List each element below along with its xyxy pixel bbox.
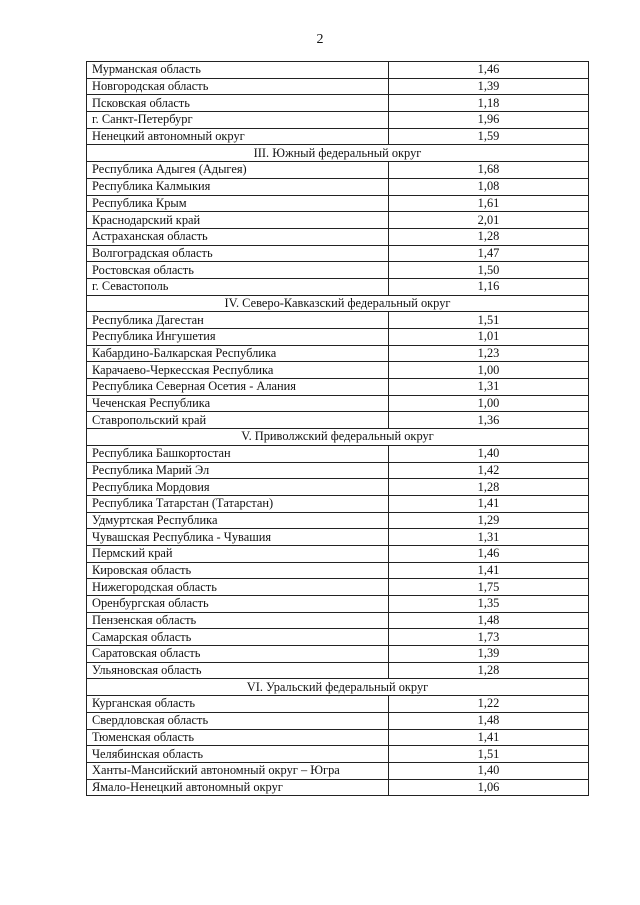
region-name: Нижегородская область: [87, 579, 389, 596]
table-row: [87, 596, 589, 613]
region-name: Республика Татарстан (Татарстан): [87, 495, 389, 512]
coefficient-value: 1,59: [389, 128, 589, 145]
coefficient-value: 2,01: [389, 212, 589, 229]
coefficient-value: 1,28: [389, 479, 589, 496]
table-row: [87, 562, 589, 579]
coefficient-value: 1,36: [389, 412, 589, 429]
region-name: Самарская область: [87, 629, 389, 646]
table-row: [87, 495, 589, 512]
table-row: [87, 712, 589, 729]
region-name: Краснодарский край: [87, 212, 389, 229]
table-row: [87, 412, 589, 429]
table-row: [87, 746, 589, 763]
table-row: [87, 462, 589, 479]
coefficient-value: 1,18: [389, 95, 589, 112]
region-name: Республика Адыгея (Адыгея): [87, 162, 389, 179]
table-row: [87, 629, 589, 646]
coefficient-value: 1,40: [389, 445, 589, 462]
region-name: Республика Башкортостан: [87, 445, 389, 462]
coefficient-value: 1,22: [389, 696, 589, 713]
coefficient-value: 1,41: [389, 562, 589, 579]
region-name: Ямало-Ненецкий автономный округ: [87, 779, 389, 796]
region-name: Кировская область: [87, 562, 389, 579]
coefficient-value: 1,42: [389, 462, 589, 479]
coefficient-value: 1,46: [389, 545, 589, 562]
coefficient-value: 1,29: [389, 512, 589, 529]
region-name: Чувашская Республика - Чувашия: [87, 529, 389, 546]
table-row: [87, 662, 589, 679]
table-row: [87, 612, 589, 629]
coefficient-value: 1,23: [389, 345, 589, 362]
region-name: Карачаево-Черкесская Республика: [87, 362, 389, 379]
table-row: [87, 762, 589, 779]
section-header-row: [87, 145, 589, 162]
table-row: [87, 245, 589, 262]
region-name: Республика Мордовия: [87, 479, 389, 496]
table-row: [87, 228, 589, 245]
table-row: [87, 178, 589, 195]
table-row: [87, 362, 589, 379]
table-row: [87, 212, 589, 229]
coefficient-value: 1,48: [389, 712, 589, 729]
region-name: Свердловская область: [87, 712, 389, 729]
table-row: [87, 278, 589, 295]
coefficient-value: 1,35: [389, 596, 589, 613]
table-row: [87, 779, 589, 796]
region-name: г. Севастополь: [87, 278, 389, 295]
section-title: IV. Северо-Кавказский федеральный округ: [87, 295, 589, 312]
region-name: Республика Дагестан: [87, 312, 389, 329]
section-title: V. Приволжский федеральный округ: [87, 429, 589, 446]
table-body: [87, 62, 589, 796]
region-name: Астраханская область: [87, 228, 389, 245]
region-name: Ульяновская область: [87, 662, 389, 679]
coefficient-value: 1,41: [389, 729, 589, 746]
region-name: Республика Марий Эл: [87, 462, 389, 479]
coefficient-value: 1,16: [389, 278, 589, 295]
region-name: Саратовская область: [87, 646, 389, 663]
region-name: Республика Крым: [87, 195, 389, 212]
coefficient-value: 1,00: [389, 395, 589, 412]
section-title: VI. Уральский федеральный округ: [87, 679, 589, 696]
coefficient-value: 1,73: [389, 629, 589, 646]
region-name: Оренбургская область: [87, 596, 389, 613]
coefficient-value: 1,50: [389, 262, 589, 279]
table-row: [87, 529, 589, 546]
section-header-row: [87, 679, 589, 696]
region-name: Ненецкий автономный округ: [87, 128, 389, 145]
table-row: [87, 729, 589, 746]
region-name: Республика Северная Осетия - Алания: [87, 379, 389, 396]
region-name: Новгородская область: [87, 78, 389, 95]
region-name: Челябинская область: [87, 746, 389, 763]
region-name: Тюменская область: [87, 729, 389, 746]
coefficient-value: 1,68: [389, 162, 589, 179]
region-name: Ставропольский край: [87, 412, 389, 429]
table-row: [87, 262, 589, 279]
region-name: Республика Ингушетия: [87, 329, 389, 346]
table-row: [87, 579, 589, 596]
coefficient-value: 1,28: [389, 662, 589, 679]
table-row: [87, 62, 589, 79]
coefficient-value: 1,41: [389, 495, 589, 512]
region-name: Кабардино-Балкарская Республика: [87, 345, 389, 362]
table-row: [87, 512, 589, 529]
coefficient-value: 1,28: [389, 228, 589, 245]
coefficient-value: 1,31: [389, 529, 589, 546]
table-row: [87, 312, 589, 329]
coefficient-value: 1,51: [389, 746, 589, 763]
table-row: [87, 479, 589, 496]
coefficient-value: 1,51: [389, 312, 589, 329]
region-name: Удмуртская Республика: [87, 512, 389, 529]
coefficient-value: 1,39: [389, 646, 589, 663]
coefficient-value: 1,48: [389, 612, 589, 629]
coefficient-value: 1,06: [389, 779, 589, 796]
table-row: [87, 95, 589, 112]
coefficient-value: 1,31: [389, 379, 589, 396]
coefficient-value: 1,08: [389, 178, 589, 195]
region-name: Чеченская Республика: [87, 395, 389, 412]
coefficient-value: 1,40: [389, 762, 589, 779]
table-row: [87, 128, 589, 145]
coefficient-value: 1,96: [389, 112, 589, 129]
coefficient-value: 1,47: [389, 245, 589, 262]
region-name: Ханты-Мансийский автономный округ – Югра: [87, 762, 389, 779]
table-row: [87, 112, 589, 129]
region-name: Мурманская область: [87, 62, 389, 79]
coefficient-value: 1,00: [389, 362, 589, 379]
table-row: [87, 646, 589, 663]
page-number: 2: [316, 32, 324, 47]
region-coefficient-table: [86, 61, 589, 796]
region-name: Пензенская область: [87, 612, 389, 629]
region-name: г. Санкт-Петербург: [87, 112, 389, 129]
table-row: [87, 379, 589, 396]
region-name: Ростовская область: [87, 262, 389, 279]
table-row: [87, 78, 589, 95]
table-row: [87, 195, 589, 212]
coefficient-value: 1,61: [389, 195, 589, 212]
table-row: [87, 696, 589, 713]
table-row: [87, 345, 589, 362]
coefficient-value: 1,39: [389, 78, 589, 95]
table-row: [87, 329, 589, 346]
coefficient-value: 1,01: [389, 329, 589, 346]
table-row: [87, 545, 589, 562]
region-name: Волгоградская область: [87, 245, 389, 262]
region-name: Пермский край: [87, 545, 389, 562]
section-header-row: [87, 295, 589, 312]
table-row: [87, 162, 589, 179]
region-name: Курганская область: [87, 696, 389, 713]
region-name: Республика Калмыкия: [87, 178, 389, 195]
table-row: [87, 395, 589, 412]
region-name: Псковская область: [87, 95, 389, 112]
coefficient-value: 1,46: [389, 62, 589, 79]
section-header-row: [87, 429, 589, 446]
coefficient-value: 1,75: [389, 579, 589, 596]
table-row: [87, 445, 589, 462]
section-title: III. Южный федеральный округ: [87, 145, 589, 162]
